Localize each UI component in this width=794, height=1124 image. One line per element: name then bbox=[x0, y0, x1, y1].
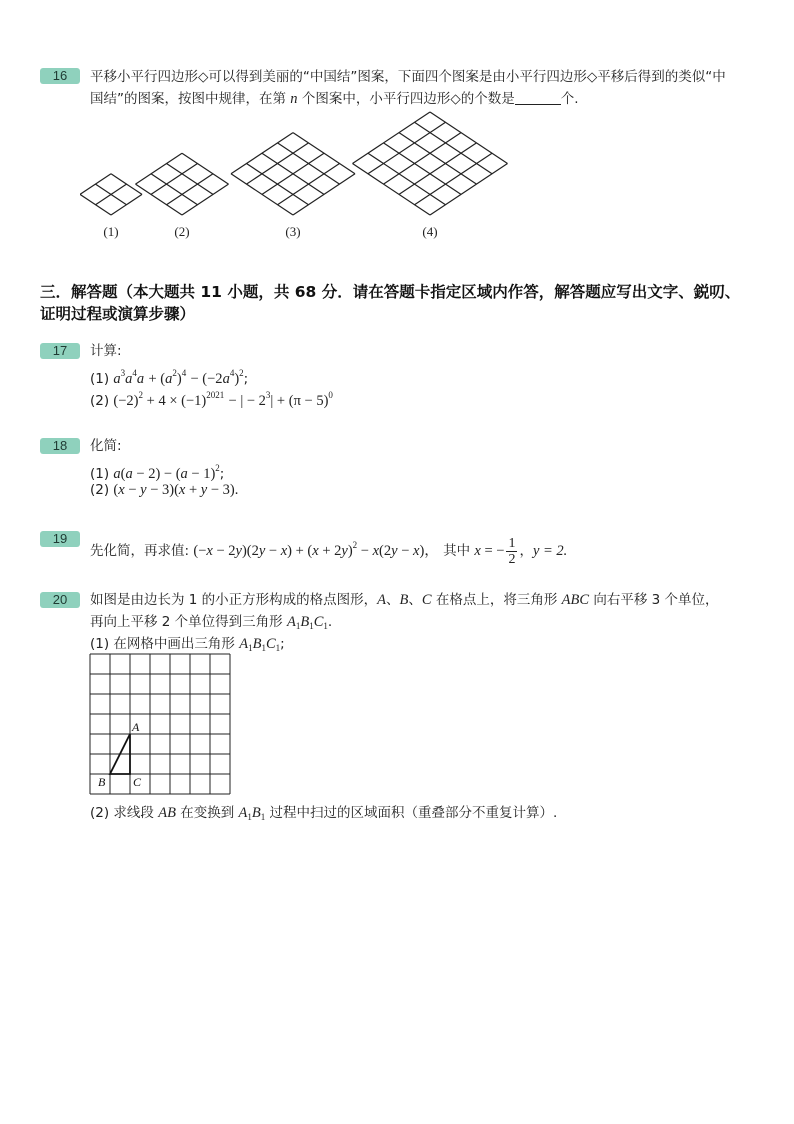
figure-label-1: (1) bbox=[103, 224, 119, 239]
knot-pattern-4 bbox=[353, 112, 508, 215]
question-18-badge: 18 bbox=[40, 438, 80, 454]
answer-blank bbox=[515, 92, 561, 105]
figure-label-4: (4) bbox=[422, 224, 438, 239]
q20-part2-b: 在变换到 bbox=[180, 805, 235, 821]
q16-line2-c: 个. bbox=[560, 91, 579, 107]
chinese-knot-patterns bbox=[80, 105, 520, 255]
figure-label-3: (3) bbox=[285, 224, 301, 239]
q20-part2-c: 过程中扫过的区域面积（重叠部分不重复计算）. bbox=[269, 805, 558, 821]
q16-line2-a: 国结”的图案，按图中规律，在第 bbox=[90, 91, 286, 107]
q20-part1: (1) 在网格中画出三角形 $A_1B_1C_1$; bbox=[90, 636, 285, 653]
q20-line1: 如图是由边长为 1 的小正方形构成的格点图形，A、B、C 在格点上，将三角形 ABC 向右平移 3 个单位， bbox=[90, 592, 719, 608]
section-3-heading-cont: 证明过程或演算步骤） bbox=[40, 305, 196, 323]
point-label-c: C bbox=[133, 775, 142, 789]
q17-part1: (1) $a^3a^4a + (a^2)^4 - (-2a^4)^2$; bbox=[90, 368, 249, 387]
q18-prompt: 化简: bbox=[90, 438, 122, 454]
point-label-b: B bbox=[98, 775, 106, 789]
q20-part1-text: (1) 在网格中画出三角形 bbox=[90, 636, 235, 652]
q19-text-a: 先化简，再求值: bbox=[90, 543, 190, 559]
q18-p2-label: (2) bbox=[90, 482, 110, 498]
question-20-badge: 20 bbox=[40, 592, 80, 608]
q18-part2: (2) (x − y − 3)(x + y − 3). bbox=[90, 482, 239, 498]
knot-pattern-3 bbox=[231, 133, 355, 215]
question-17-badge: 17 bbox=[40, 343, 80, 359]
question-19-badge: 19 bbox=[40, 531, 80, 547]
q20-line1-a: 如图是由边长为 1 的小正方形构成的格点图形， bbox=[90, 592, 378, 608]
q20-line2: 再向上平移 2 个单位得到三角形 $A_1B_1C_1$. bbox=[90, 614, 333, 631]
lattice-grid-figure bbox=[88, 652, 234, 798]
knot-pattern-1 bbox=[80, 174, 142, 215]
q18-part1: (1) $a(a - 2) - (a - 1)^2$; bbox=[90, 463, 225, 482]
q20-line1-c: 向右平移 3 个单位， bbox=[593, 592, 719, 608]
q17-p1-label: (1) bbox=[90, 371, 110, 387]
q17-p2-label: (2) bbox=[90, 393, 110, 409]
q19-text-b: 其中 bbox=[443, 543, 471, 559]
q17-part2: (2) $(-2)^2 + 4 \times (-1)^{2021}$ − | − $2^3| + (\pi - 5)^0$ bbox=[90, 390, 333, 409]
q20-part2: (2) 求线段 AB 在变换到 $A_1B_1$ 过程中扫过的区域面积（重叠部分不重复计算）. bbox=[90, 805, 558, 822]
point-label-a: A bbox=[132, 720, 140, 734]
q20-line2-text: 再向上平移 2 个单位得到三角形 bbox=[90, 614, 283, 630]
q18-p1-label: (1) bbox=[90, 466, 110, 482]
q17-prompt: 计算: bbox=[90, 343, 122, 359]
q19-text: 先化简，再求值: $(-x - 2y)(2y - x) + (x + 2y)^2 - x(2y - x)$， 其中 x = − $\frac{1}{2}$ ，y = 2. bbox=[90, 535, 568, 567]
knot-pattern-2 bbox=[136, 153, 229, 215]
q16-line1: 平移小平行四边形◇可以得到美丽的“中国结”图案，下面四个图案是由小平行四边形◇平移后得到的类似“中 bbox=[90, 69, 726, 85]
q16-line2-b: 个图案中，小平行四边形◇的个数是 bbox=[301, 91, 515, 107]
section-3-heading: 三．解答题（本大题共 11 小题，共 68 分．请在答题卡指定区域内作答，解答题应写出文字、鋭叨、 bbox=[40, 283, 741, 301]
q19-text-end: y = 2. bbox=[532, 543, 568, 559]
question-16-badge: 16 bbox=[40, 68, 80, 84]
q20-part2-a: (2) 求线段 bbox=[90, 805, 154, 821]
q16-n: n bbox=[290, 91, 298, 107]
q20-line1-b: 在格点上，将三角形 bbox=[435, 592, 558, 608]
fraction-one-half: $\frac{1}{2}$ bbox=[508, 535, 516, 567]
figure-label-2: (2) bbox=[174, 224, 190, 239]
